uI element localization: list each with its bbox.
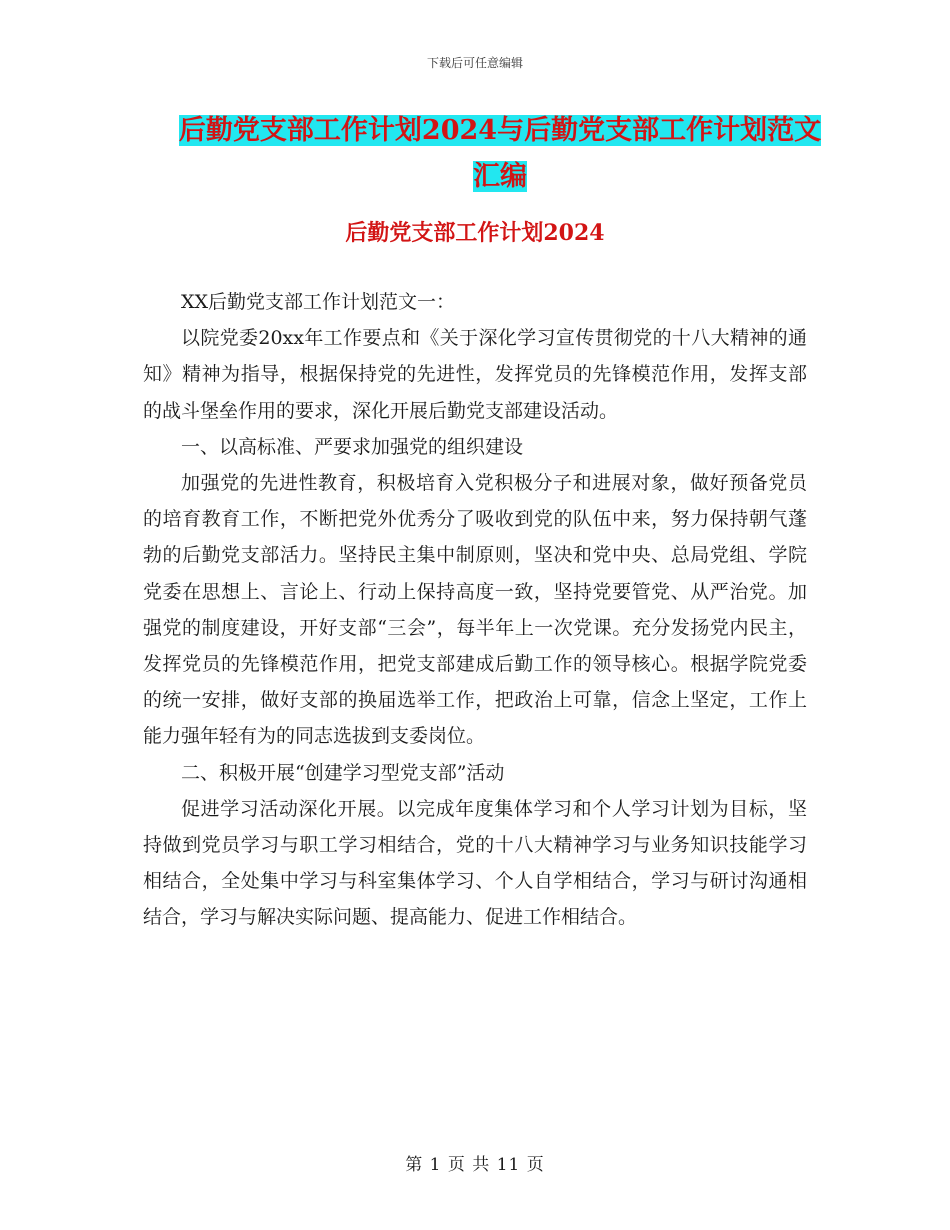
paragraph-intro: XX后勤党支部工作计划范文一： — [181, 291, 456, 313]
document-title — [140, 108, 860, 200]
paragraph-heading-1: 一、以高标准、严要求加强党的组织建设 — [181, 435, 524, 458]
document-title-line-1: 后勤党支部工作计划2024与后勤党支部工作计划范文 — [178, 115, 822, 146]
document-body — [143, 284, 807, 936]
paragraph: 以院党委20xx年工作要点和《关于深化学习宣传贯彻党的十八大精神的通知》精神为指导，根据保持党的先进性，发挥党员的先锋模范作用，发挥支部的战斗堡垒作用的要求，深化开展后勤党支部建设活动。 — [143, 327, 807, 422]
document-title-line-2: 汇编 — [473, 161, 527, 192]
paragraph: 加强党的先进性教育，积极培育入党积极分子和进展对象，做好预备党员的培育教育工作，不断把党外优秀分了吸收到党的队伍中来，努力保持朝气蓬勃的后勤党支部活力。坚持民主集中制原则，坚决和党中央、总局党组、学院党委在思想上、言论上、行动上保持高度一致，坚持党要管党、从严治党。加强党的制度建设，开好支部“三会”，每半年上一次党课。充分发扬党内民主，发挥党员的先锋模范作用，把党支部建成后勤工作的领导核心。根据学院党委的统一安排，做好支部的换届选举工作，把政治上可靠，信念上坚定，工作上能力强年轻有为的同志选拔到支委岗位。 — [143, 472, 807, 748]
section-title: 后勤党支部工作计划2024 — [345, 220, 605, 246]
paragraph-heading-2: 二、积极开展“创建学习型党支部”活动 — [181, 761, 505, 784]
paragraph: 促进学习活动深化开展。以完成年度集体学习和个人学习计划为目标，坚持做到党员学习与职工学习相结合，党的十八大精神学习与业务知识技能学习相结合，全处集中学习与科室集体学习、个人自学相结合，学习与研讨沟通相结合，学习与解决实际问题、提高能力、促进工作相结合。 — [143, 797, 807, 929]
page-footer: 第 1 页 共 11 页 — [405, 1155, 545, 1175]
header-note: 下载后可任意编辑 — [426, 56, 523, 70]
